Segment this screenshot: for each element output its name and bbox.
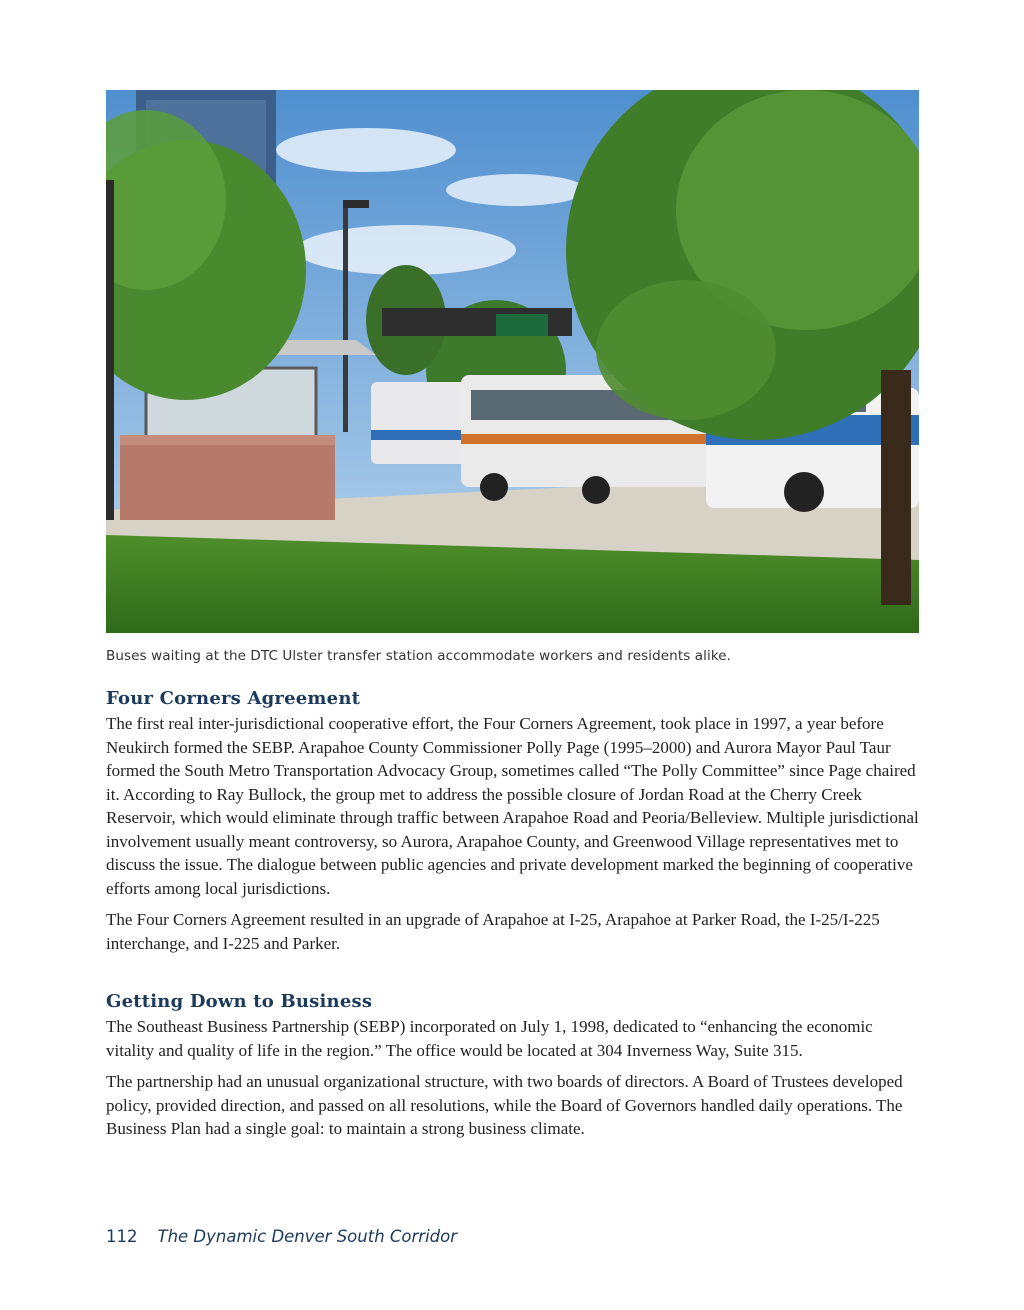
paragraph: The partnership had an unusual organizational structure, with two boards of directors. A Board of Trustees developed policy, provided direction, and passed on all resolutions, while the Board of Governors handled daily operations. The Business Plan had a single goal: to maintain a strong business climate. — [106, 1072, 903, 1138]
section-four-corners-agreement — [106, 688, 921, 963]
paragraph: The Southeast Business Partnership (SEBP) incorporated on July 1, 1998, dedicated to “enhancing the economic vitality and quality of life in the region.” The office would be located at 304 Inverness Way, Suite 315. — [106, 1017, 873, 1060]
book-title: The Dynamic Denver South Corridor — [157, 1227, 458, 1246]
paragraph: The first real inter-jurisdictional cooperative effort, the Four Corners Agreement, took place in 1997, a year before Neukirch formed the SEBP. Arapahoe County Commissioner Polly Page (1995–2000) and Aurora Mayor Paul Taur formed the South Metro Transportation Advocacy Group, sometimes called “The Polly Committee” since Page chaired it. According to Ray Bullock, the group met to address the possible closure of Jordan Road at the Cherry Creek Reservoir, which would eliminate through traffic between Arapahoe Road and Peoria/Belleview. Multiple jurisdictional involvement usually meant controversy, so Aurora, Arapahoe County, and Greenwood Village representatives met to discuss the issue. The dialogue between public agencies and private development marked the beginning of cooperative efforts among local jurisdictions. — [106, 714, 919, 898]
section-getting-down-to-business — [106, 991, 921, 1149]
page-footer — [106, 1227, 457, 1246]
page-number: 112 — [106, 1227, 138, 1246]
paragraph: The Four Corners Agreement resulted in an upgrade of Arapahoe at I-25, Arapahoe at Parker Road, the I-25/I-225 interchange, and I-225 and Parker. — [106, 910, 880, 953]
photo-caption: Buses waiting at the DTC Ulster transfer station accommodate workers and residents alike. — [106, 648, 732, 664]
bus-station-photo — [106, 90, 919, 633]
section-heading: Four Corners Agreement — [106, 688, 361, 709]
section-heading: Getting Down to Business — [106, 991, 373, 1012]
